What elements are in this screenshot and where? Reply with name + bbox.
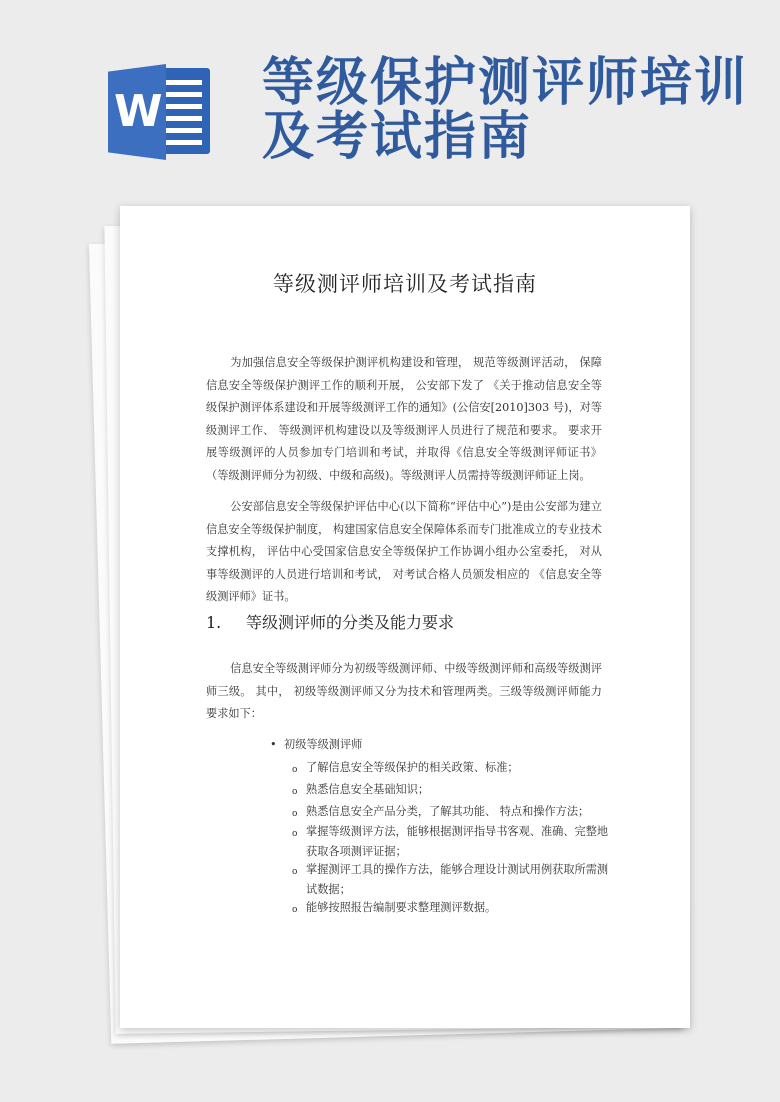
word-icon-line [160, 140, 202, 145]
levels-paragraph [206, 658, 602, 726]
word-document-icon [108, 64, 218, 160]
banner [0, 0, 780, 200]
circle-bullet-icon: o [292, 809, 298, 819]
word-icon-line [160, 128, 202, 133]
paragraph-text: 为加强信息安全等级保护测评机构建设和管理， 规范等级测评活动， 保障信息安全等级保护测评工作的顺利开展， 公安部下发了 《关于推动信息安全等级保护测评体系建设和开展等级测评工作的通知》(公信安[2010]303 号)，对等级测评工作、 等级测评机构建设以及等级测评人员进行了规范和要求。 要求开展等级测评的人员参加专门培训和考试，并取得《信息安全等级测评师证书》（等级测评师分为初级、中级和高级)。等级测评人员需持等级测评师证上岗。 [206, 356, 602, 482]
section-heading [206, 610, 626, 633]
paragraph-text: 信息安全等级测评师分为初级等级测评师、中级等级测评师和高级等级测评师三级。 其中， 初级等级测评师又分为技术和管理两类。三级等级测评师能力要求如下： [206, 662, 602, 720]
list-item-text: 掌握等级测评方法，能够根据测评指导书客观、准确、完整地获取各项测评证据； [306, 825, 609, 858]
list-heading-text: 初级等级测评师 [284, 738, 363, 751]
word-icon-line [160, 80, 202, 85]
list-item-text: 能够按照报告编制要求整理测评数据。 [306, 901, 497, 914]
circle-bullet-icon: o [292, 765, 298, 775]
list-heading [270, 736, 362, 752]
list-item [292, 822, 610, 862]
paragraph-text: 公安部信息安全等级保护评估中心(以下简称“评估中心”)是由公安部为建立信息安全等级保护制度， 构建国家信息安全保障体系而专门批准成立的专业技术支撑机构， 评估中心受国家信息安全等级保护工作协调小组办公室委托， 对从事等级测评的人员进行培训和考试， 对考试合格人员颁发相应的 《信息安全等级测评师》证书。 [206, 500, 602, 603]
word-icon-line [160, 104, 202, 109]
section-title: 等级测评师的分类及能力要求 [246, 613, 455, 632]
word-icon-line [160, 92, 202, 97]
list-item-text: 了解信息安全等级保护的相关政策、标准； [306, 761, 519, 774]
circle-bullet-icon: o [292, 867, 298, 877]
list-item-text: 熟悉信息安全基础知识； [306, 783, 430, 796]
word-icon-line [160, 116, 202, 121]
list-item [292, 802, 610, 822]
intro-paragraph [206, 352, 602, 487]
list-item-text: 掌握测评工具的操作方法，能够合理设计测试用例获取所需测试数据； [306, 863, 609, 896]
section-number: 1. [206, 613, 222, 632]
circle-bullet-icon: o [292, 787, 298, 797]
list-item-text: 熟悉信息安全产品分类，了解其功能、 特点和操作方法； [306, 805, 590, 818]
list-item [292, 860, 610, 900]
evaluation-center-paragraph [206, 496, 602, 609]
word-icon-letter: W [114, 86, 163, 137]
document-title: 等级测评师培训及考试指南 [273, 272, 537, 296]
circle-bullet-icon: o [292, 829, 298, 839]
list-item [292, 780, 610, 800]
banner-title: 等级保护测评师培训及考试指南 [262, 53, 749, 167]
list-item [292, 898, 610, 918]
document-page [120, 206, 690, 1028]
list-item [292, 758, 610, 778]
circle-bullet-icon: o [292, 905, 298, 915]
bullet-icon: • [270, 738, 277, 751]
